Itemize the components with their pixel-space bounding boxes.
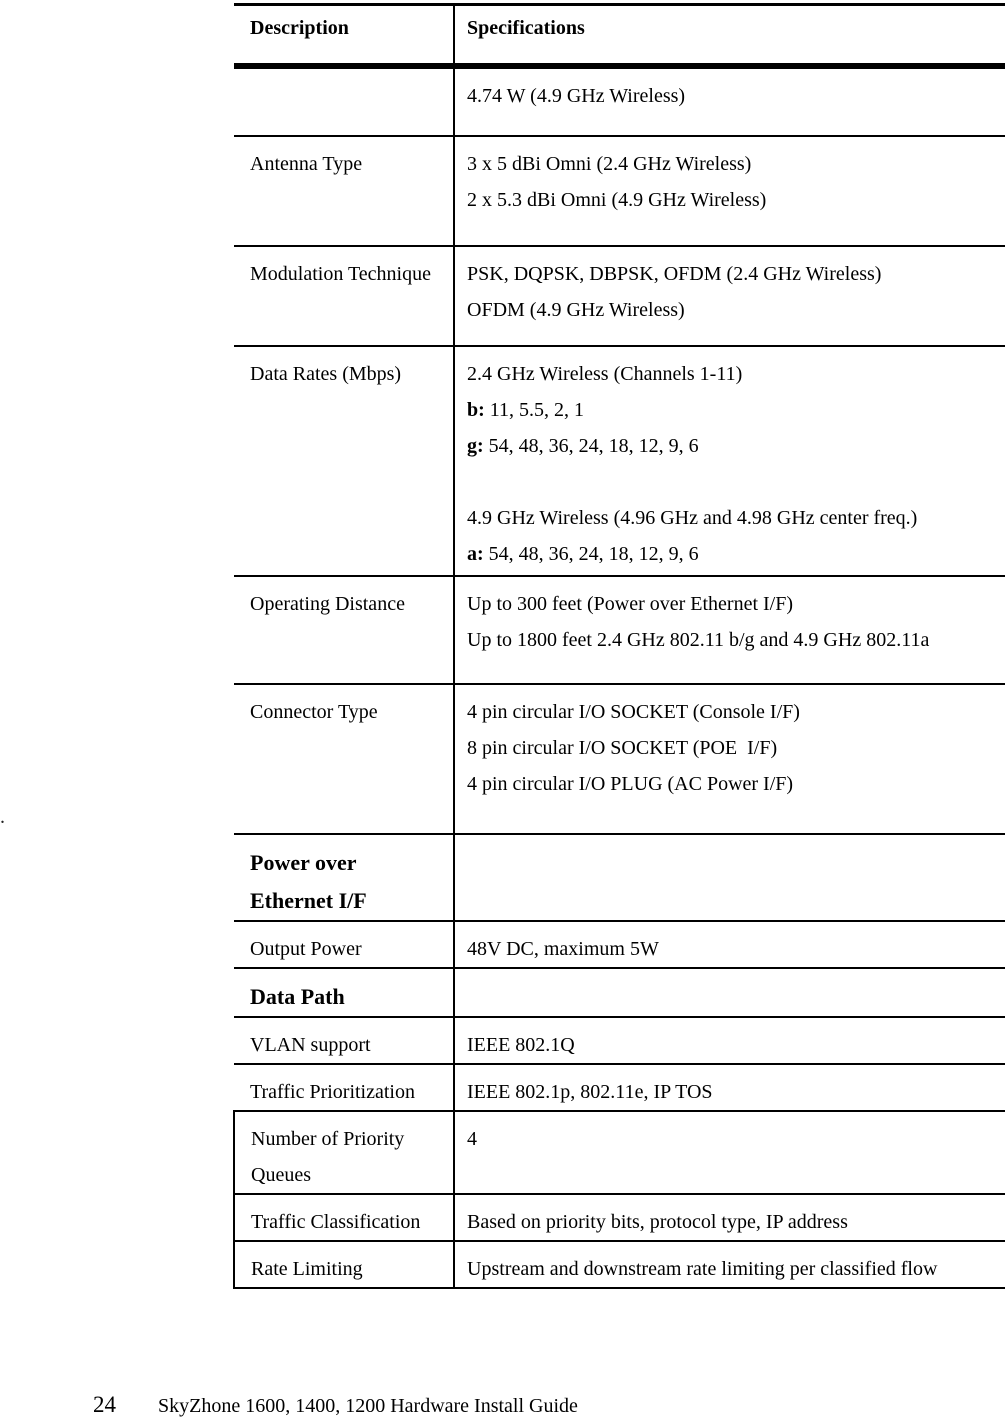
- description-cell: [234, 1017, 454, 1064]
- specification-line: 3 x 5 dBi Omni (2.4 GHz Wireless): [467, 153, 752, 175]
- table-row: [234, 1017, 1005, 1064]
- specification-line: 48V DC, maximum 5W: [467, 938, 659, 960]
- table-row: [234, 346, 1005, 576]
- description-line: Data Rates (Mbps): [250, 363, 402, 385]
- specification-cell: [454, 1064, 1005, 1111]
- specification-line: 8 pin circular I/O SOCKET (POE I/F): [467, 737, 778, 759]
- description-line: Power over: [250, 850, 357, 875]
- specification-line: IEEE 802.1p, 802.11e, IP TOS: [467, 1081, 713, 1103]
- description-cell: [234, 921, 454, 968]
- specification-cell: [454, 921, 1005, 968]
- table-row: [234, 834, 1005, 921]
- table-row: [234, 66, 1005, 136]
- description-line: Operating Distance: [250, 593, 405, 615]
- page-number: 24: [93, 1392, 116, 1417]
- description-line: Modulation Technique: [250, 263, 431, 285]
- description-cell: [234, 1111, 454, 1194]
- table-row: [234, 246, 1005, 346]
- document-title: SkyZhone 1600, 1400, 1200 Hardware Install Guide: [158, 1395, 578, 1417]
- table-row: [234, 684, 1005, 834]
- specification-cell: [454, 246, 1005, 346]
- description-cell: [234, 66, 454, 136]
- table-header-row: [234, 5, 1005, 67]
- table-row: [234, 1064, 1005, 1111]
- section-header-cell: [234, 968, 454, 1017]
- specification-line: Based on priority bits, protocol type, IP address: [467, 1211, 848, 1233]
- description-line: Number of Priority: [251, 1128, 405, 1150]
- specification-cell: [454, 834, 1005, 921]
- column-header-specifications: Specifications: [454, 5, 1005, 67]
- description-line: Traffic Prioritization: [250, 1081, 415, 1103]
- description-cell: [234, 684, 454, 834]
- specification-line: 2 x 5.3 dBi Omni (4.9 GHz Wireless): [467, 189, 767, 211]
- specification-line: [467, 464, 997, 500]
- description-cell: [234, 1241, 454, 1288]
- description-cell: [234, 246, 454, 346]
- specification-line: g: 54, 48, 36, 24, 18, 12, 9, 6: [467, 435, 699, 457]
- specification-line: 4 pin circular I/O PLUG (AC Power I/F): [467, 773, 794, 795]
- table-row: [234, 576, 1005, 684]
- specification-line: 4.9 GHz Wireless (4.96 GHz and 4.98 GHz center freq.): [467, 507, 918, 529]
- description-line: Output Power: [250, 938, 362, 960]
- description-line: VLAN support: [250, 1034, 371, 1056]
- specification-cell: [454, 1111, 1005, 1194]
- specification-line: OFDM (4.9 GHz Wireless): [467, 299, 685, 321]
- specification-cell: [454, 576, 1005, 684]
- table-row: [234, 968, 1005, 1017]
- section-header-cell: [234, 834, 454, 921]
- specification-line: b: 11, 5.5, 2, 1: [467, 399, 585, 421]
- description-line: Traffic Classification: [251, 1211, 421, 1233]
- description-cell: [234, 576, 454, 684]
- description-line: Rate Limiting: [251, 1258, 363, 1280]
- table-row: [234, 1241, 1005, 1288]
- spec-table-body: [234, 66, 1005, 1288]
- table-row: [234, 136, 1005, 246]
- specification-line: a: 54, 48, 36, 24, 18, 12, 9, 6: [467, 543, 699, 565]
- specification-line: 4 pin circular I/O SOCKET (Console I/F): [467, 701, 800, 723]
- specification-cell: [454, 66, 1005, 136]
- table-row: [234, 921, 1005, 968]
- specification-line: Upstream and downstream rate limiting per classified flow: [467, 1258, 938, 1280]
- specification-line: 4.74 W (4.9 GHz Wireless): [467, 85, 686, 107]
- description-line: Queues: [251, 1164, 311, 1186]
- specification-cell: [454, 968, 1005, 1017]
- specification-cell: [454, 1017, 1005, 1064]
- description-line: Antenna Type: [250, 153, 363, 175]
- margin-artifact-dot: .: [0, 806, 5, 828]
- description-line: Data Path: [250, 984, 345, 1009]
- column-header-description: Description: [234, 5, 454, 67]
- table-row: [234, 1111, 1005, 1194]
- description-line: Ethernet I/F: [250, 888, 367, 913]
- specification-cell: [454, 684, 1005, 834]
- specification-cell: [454, 346, 1005, 576]
- specification-line: Up to 1800 feet 2.4 GHz 802.11 b/g and 4.9 GHz 802.11a: [467, 629, 930, 651]
- description-cell: [234, 1194, 454, 1241]
- description-cell: [234, 1064, 454, 1111]
- page-footer: [93, 1392, 578, 1418]
- specification-cell: [454, 1241, 1005, 1288]
- specification-line: 2.4 GHz Wireless (Channels 1-11): [467, 363, 743, 385]
- specification-cell: [454, 1194, 1005, 1241]
- description-line: Connector Type: [250, 701, 378, 723]
- specification-line: IEEE 802.1Q: [467, 1034, 575, 1056]
- spec-table: [233, 3, 1005, 1289]
- description-cell: [234, 346, 454, 576]
- specification-line: PSK, DQPSK, DBPSK, OFDM (2.4 GHz Wireless): [467, 263, 882, 285]
- table-row: [234, 1194, 1005, 1241]
- description-cell: [234, 136, 454, 246]
- specification-line: 4: [467, 1128, 477, 1150]
- specification-line: Up to 300 feet (Power over Ethernet I/F): [467, 593, 794, 615]
- specification-cell: [454, 136, 1005, 246]
